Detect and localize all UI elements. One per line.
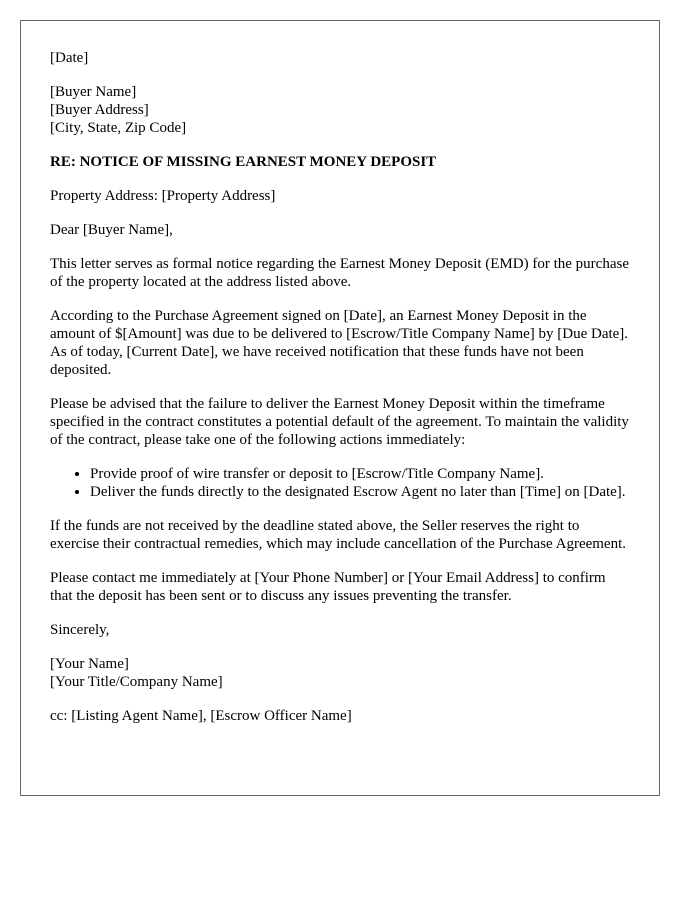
action-item: • Provide proof of wire transfer or deposit to [Escrow/Title Company Name]. <box>90 465 630 483</box>
paragraph-intro: This letter serves as formal notice regarding the Earnest Money Deposit (EMD) for the purchase of the property located at the address listed above. <box>50 256 629 290</box>
action-item: • Deliver the funds directly to the designated Escrow Agent no later than [Time] on [Date]. <box>90 483 630 501</box>
recipient-address-block <box>50 83 630 137</box>
required-actions-list <box>50 465 630 501</box>
subject-line: RE: NOTICE OF MISSING EARNEST MONEY DEPOSIT <box>50 154 437 170</box>
letter-date: [Date] <box>50 50 89 66</box>
paragraph-remedies: If the funds are not received by the deadline stated above, the Seller reserves the right to exercise their contractual remedies, which may include cancellation of the Purchase Agreement. <box>50 518 627 552</box>
recipient-address: [Buyer Address] <box>50 102 149 118</box>
paragraph-contact: Please contact me immediately at [Your Phone Number] or [Your Email Address] to confirm that the deposit has been sent or to discuss any issues preventing the transfer. <box>50 570 606 604</box>
paragraph-agreement: According to the Purchase Agreement signed on [Date], an Earnest Money Deposit in the amount of $[Amount] was due to be delivered to [Escrow/Title Company Name] by [Due Date]. As of today, [Current Date], we have received notification that these funds have not been deposited. <box>50 308 629 378</box>
property-address-line: Property Address: [Property Address] <box>50 188 276 204</box>
paragraph-default-notice: Please be advised that the failure to deliver the Earnest Money Deposit within the timeframe specified in the contract constitutes a potential default of the agreement. To maintain the validity of the contract, please take one of the following actions immediately: <box>50 396 629 448</box>
cc-line: cc: [Listing Agent Name], [Escrow Officer Name] <box>50 708 352 724</box>
signature-block <box>50 655 630 691</box>
letter-page <box>20 20 660 796</box>
sign-off: Sincerely, <box>50 622 110 638</box>
recipient-city-line: [City, State, Zip Code] <box>50 120 187 136</box>
signer-name: [Your Name] <box>50 656 129 672</box>
salutation: Dear [Buyer Name], <box>50 222 173 238</box>
signer-title: [Your Title/Company Name] <box>50 674 223 690</box>
recipient-name: [Buyer Name] <box>50 84 137 100</box>
